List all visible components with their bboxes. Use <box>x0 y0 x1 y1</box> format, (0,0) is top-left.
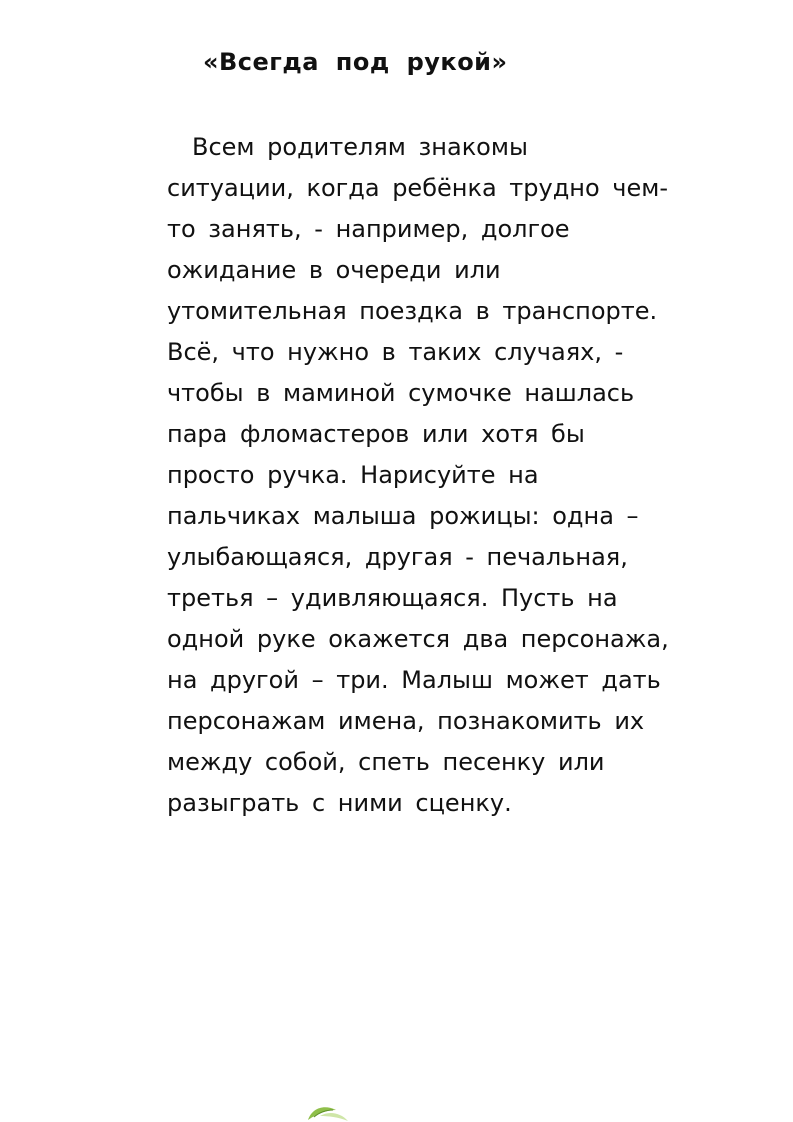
body-line: просто ручка. Нарисуйте на <box>167 461 539 489</box>
body-line: Всем родителям знакомы <box>192 133 528 161</box>
article-title: «Всегда под рукой» <box>203 48 508 76</box>
body-line: ситуации, когда ребёнка трудно чем- <box>167 174 669 202</box>
body-line: Всё, что нужно в таких случаях, - <box>167 338 624 366</box>
body-line: пара фломастеров или хотя бы <box>167 420 585 448</box>
body-line: утомительная поездка в транспорте. <box>167 297 658 325</box>
body-line: улыбающаяся, другая - печальная, <box>167 543 628 571</box>
body-line: одной руке окажется два персонажа, <box>167 625 669 653</box>
body-line: персонажам имена, познакомить их <box>167 707 645 735</box>
body-line: между собой, спеть песенку или <box>167 748 605 776</box>
article-body <box>167 127 747 824</box>
body-line: пальчиках малыша рожицы: одна – <box>167 502 639 530</box>
body-line: на другой – три. Малыш может дать <box>167 666 661 694</box>
body-line: ожидание в очереди или <box>167 256 501 284</box>
body-line: третья – удивляющаяся. Пусть на <box>167 584 618 612</box>
body-line: разыграть с ними сценку. <box>167 789 512 817</box>
sprout-icon <box>306 1102 350 1122</box>
body-line: чтобы в маминой сумочке нашлась <box>167 379 635 407</box>
body-line: то занять, - например, долгое <box>167 215 570 243</box>
